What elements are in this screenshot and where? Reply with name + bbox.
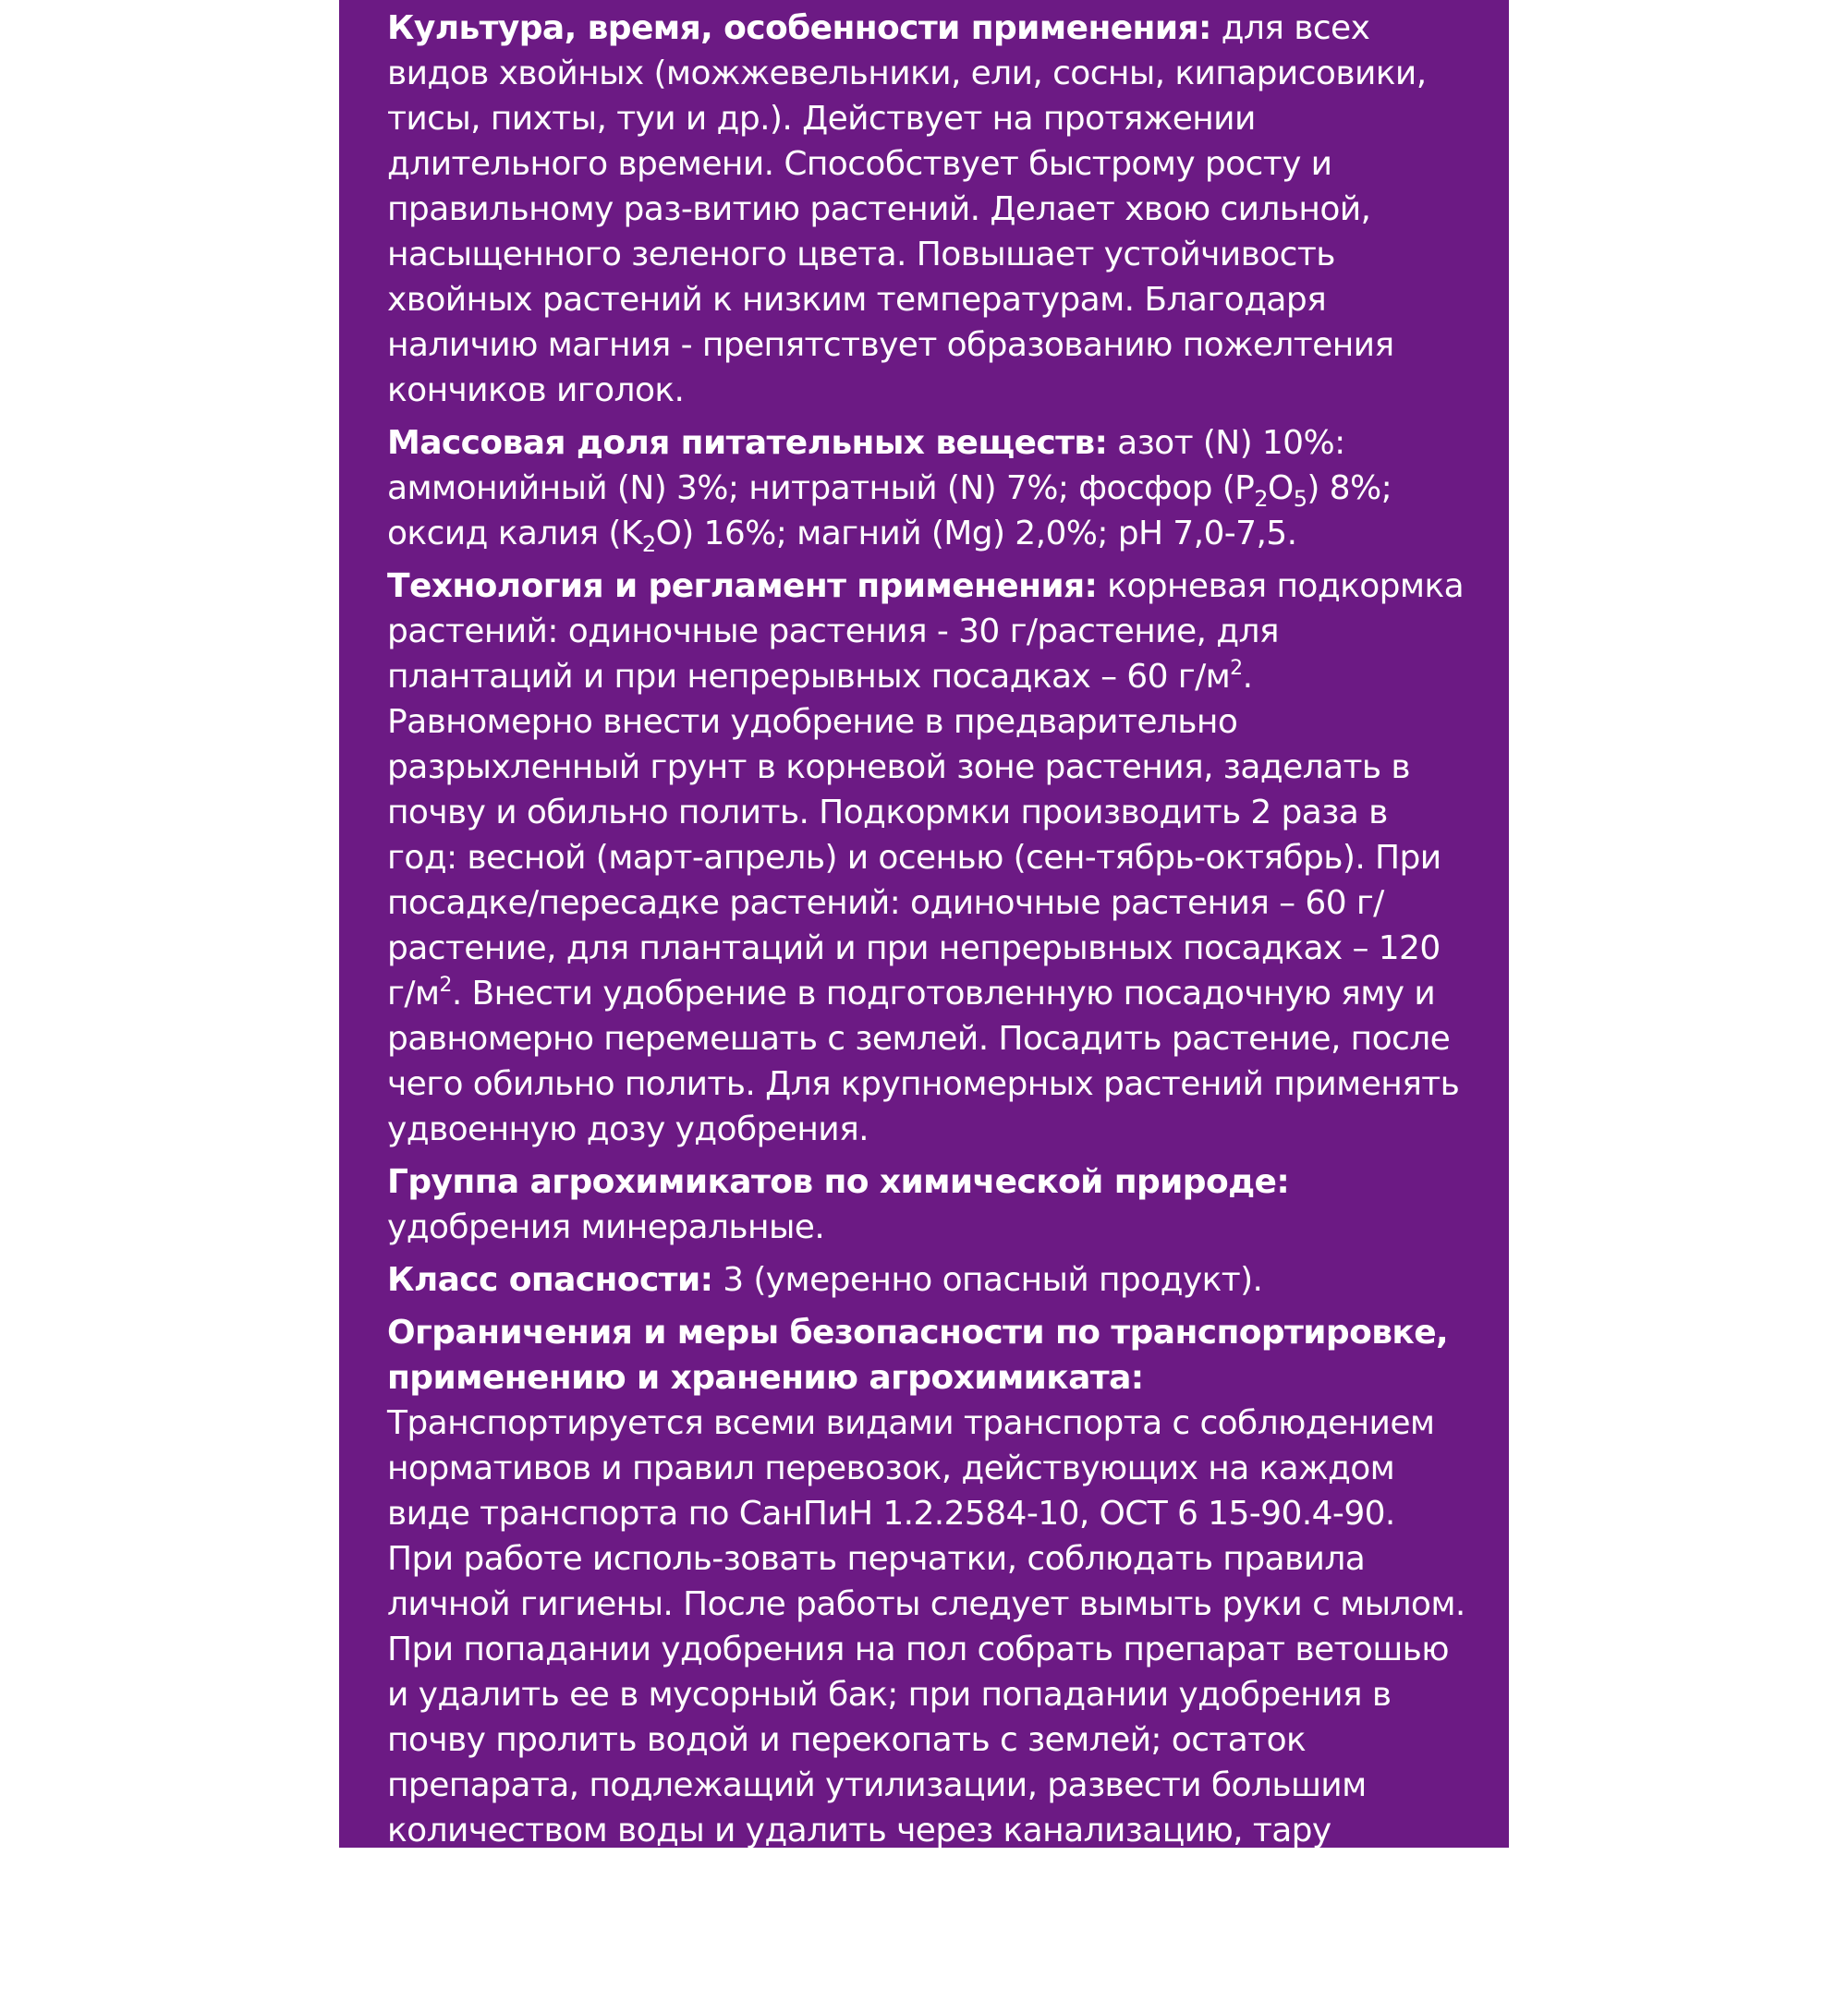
nutrients-text-2: O (1267, 469, 1294, 507)
square-meter-superscript-2: 2 (439, 974, 452, 997)
culture-section (387, 6, 1466, 413)
hazard-label: Класс опасности: (387, 1261, 713, 1299)
potassium-subscript-2: 2 (641, 531, 656, 557)
safety-text: Транспортируется всеми видами транспорта с соблюдением нормативов и правил перевозок, действующих на каждом виде транспорта по СанПиН 1.2.2584-10, ОСТ 6 15-90.4-90. При работе исполь-зовать перчатки, соблюдать правила личной гигиены. После работы следует вымыть руки с мылом. При попадании удобрения на пол собрать препарат ветошью и удалить ее в мусорный бак; при попадании удобрения в почву пролить водой и перекопать с землей; остаток препарата, подлежащий утилизации, развести большим количеством воды и удалить через канализацию, тару удалить в мусорный бак. Хранить в прохладном и сухом месте. Запрещено применение в водоохраной зоне водных объектов. (387, 1404, 1465, 1985)
product-info-panel (339, 0, 1509, 1985)
technology-label: Технология и регламент применения: (387, 567, 1098, 605)
group-text: удобрения минеральные. (387, 1208, 825, 1246)
nutrients-section (387, 420, 1466, 556)
culture-label: Культура, время, особенности применения: (387, 9, 1211, 47)
technology-text-2: . Равномерно внести удобрение в предварительно разрыхленный грунт в корневой зоне растения, заделать в почву и обильно полить. Подкормки производить 2 раза в год: весной (март-апрель) и осенью (сен-тябрь-октябрь). При посадке/пересадке растений: одиночные растения – 60 г/растение, для плантаций и при непрерывных посадках – 120 г/м (387, 658, 1441, 1013)
nutrients-text-4: O) 16%; магний (Mg) 2,0%; pH 7,0-7,5. (655, 515, 1297, 552)
phosphorus-subscript-5: 5 (1293, 486, 1307, 512)
group-section (387, 1159, 1466, 1250)
square-meter-superscript-1: 2 (1230, 657, 1243, 680)
technology-section (387, 564, 1466, 1152)
hazard-section (387, 1257, 1466, 1303)
safety-section (387, 1310, 1466, 1989)
culture-text: для всех видов хвойных (можжевельники, ели, сосны, кипарисовики, тисы, пихты, туи и др.). Действует на протяжении длительного времени. Способствует быстрому росту и правильному раз-витию растений. Делает хвою сильной, насыщенного зеленого цвета. Повышает устойчивость хвойных растений к низким температурам. Благодаря наличию магния - препятствует образованию пожелтения кончиков иголок. (387, 9, 1427, 409)
safety-label: Ограничения и меры безопасности по транспортировке, применению и хранению агрохимиката: (387, 1314, 1449, 1397)
group-label: Группа агрохимикатов по химической природе: (387, 1163, 1290, 1201)
nutrients-label: Массовая доля питательных веществ: (387, 424, 1108, 462)
nutrients-text-1: азот (N) 10%: аммонийный (N) 3%; нитратный (N) 7%; фосфор (P (387, 424, 1345, 507)
technology-text-1: корневая подкормка растений: одиночные растения - 30 г/растение, для плантаций и при непрерывных посадках – 60 г/м (387, 567, 1465, 696)
phosphorus-subscript-2: 2 (1254, 486, 1268, 512)
nutrients-text-3: ) 8%; оксид калия (K (387, 469, 1392, 552)
technology-text-3: . Внести удобрение в подготовленную посадочную яму и равномерно перемешать с землей. Посадить растение, после чего обильно полить. Для крупномерных растений применять удвоенную дозу удобрения. (387, 975, 1460, 1148)
hazard-text: 3 (умеренно опасный продукт). (712, 1261, 1263, 1299)
